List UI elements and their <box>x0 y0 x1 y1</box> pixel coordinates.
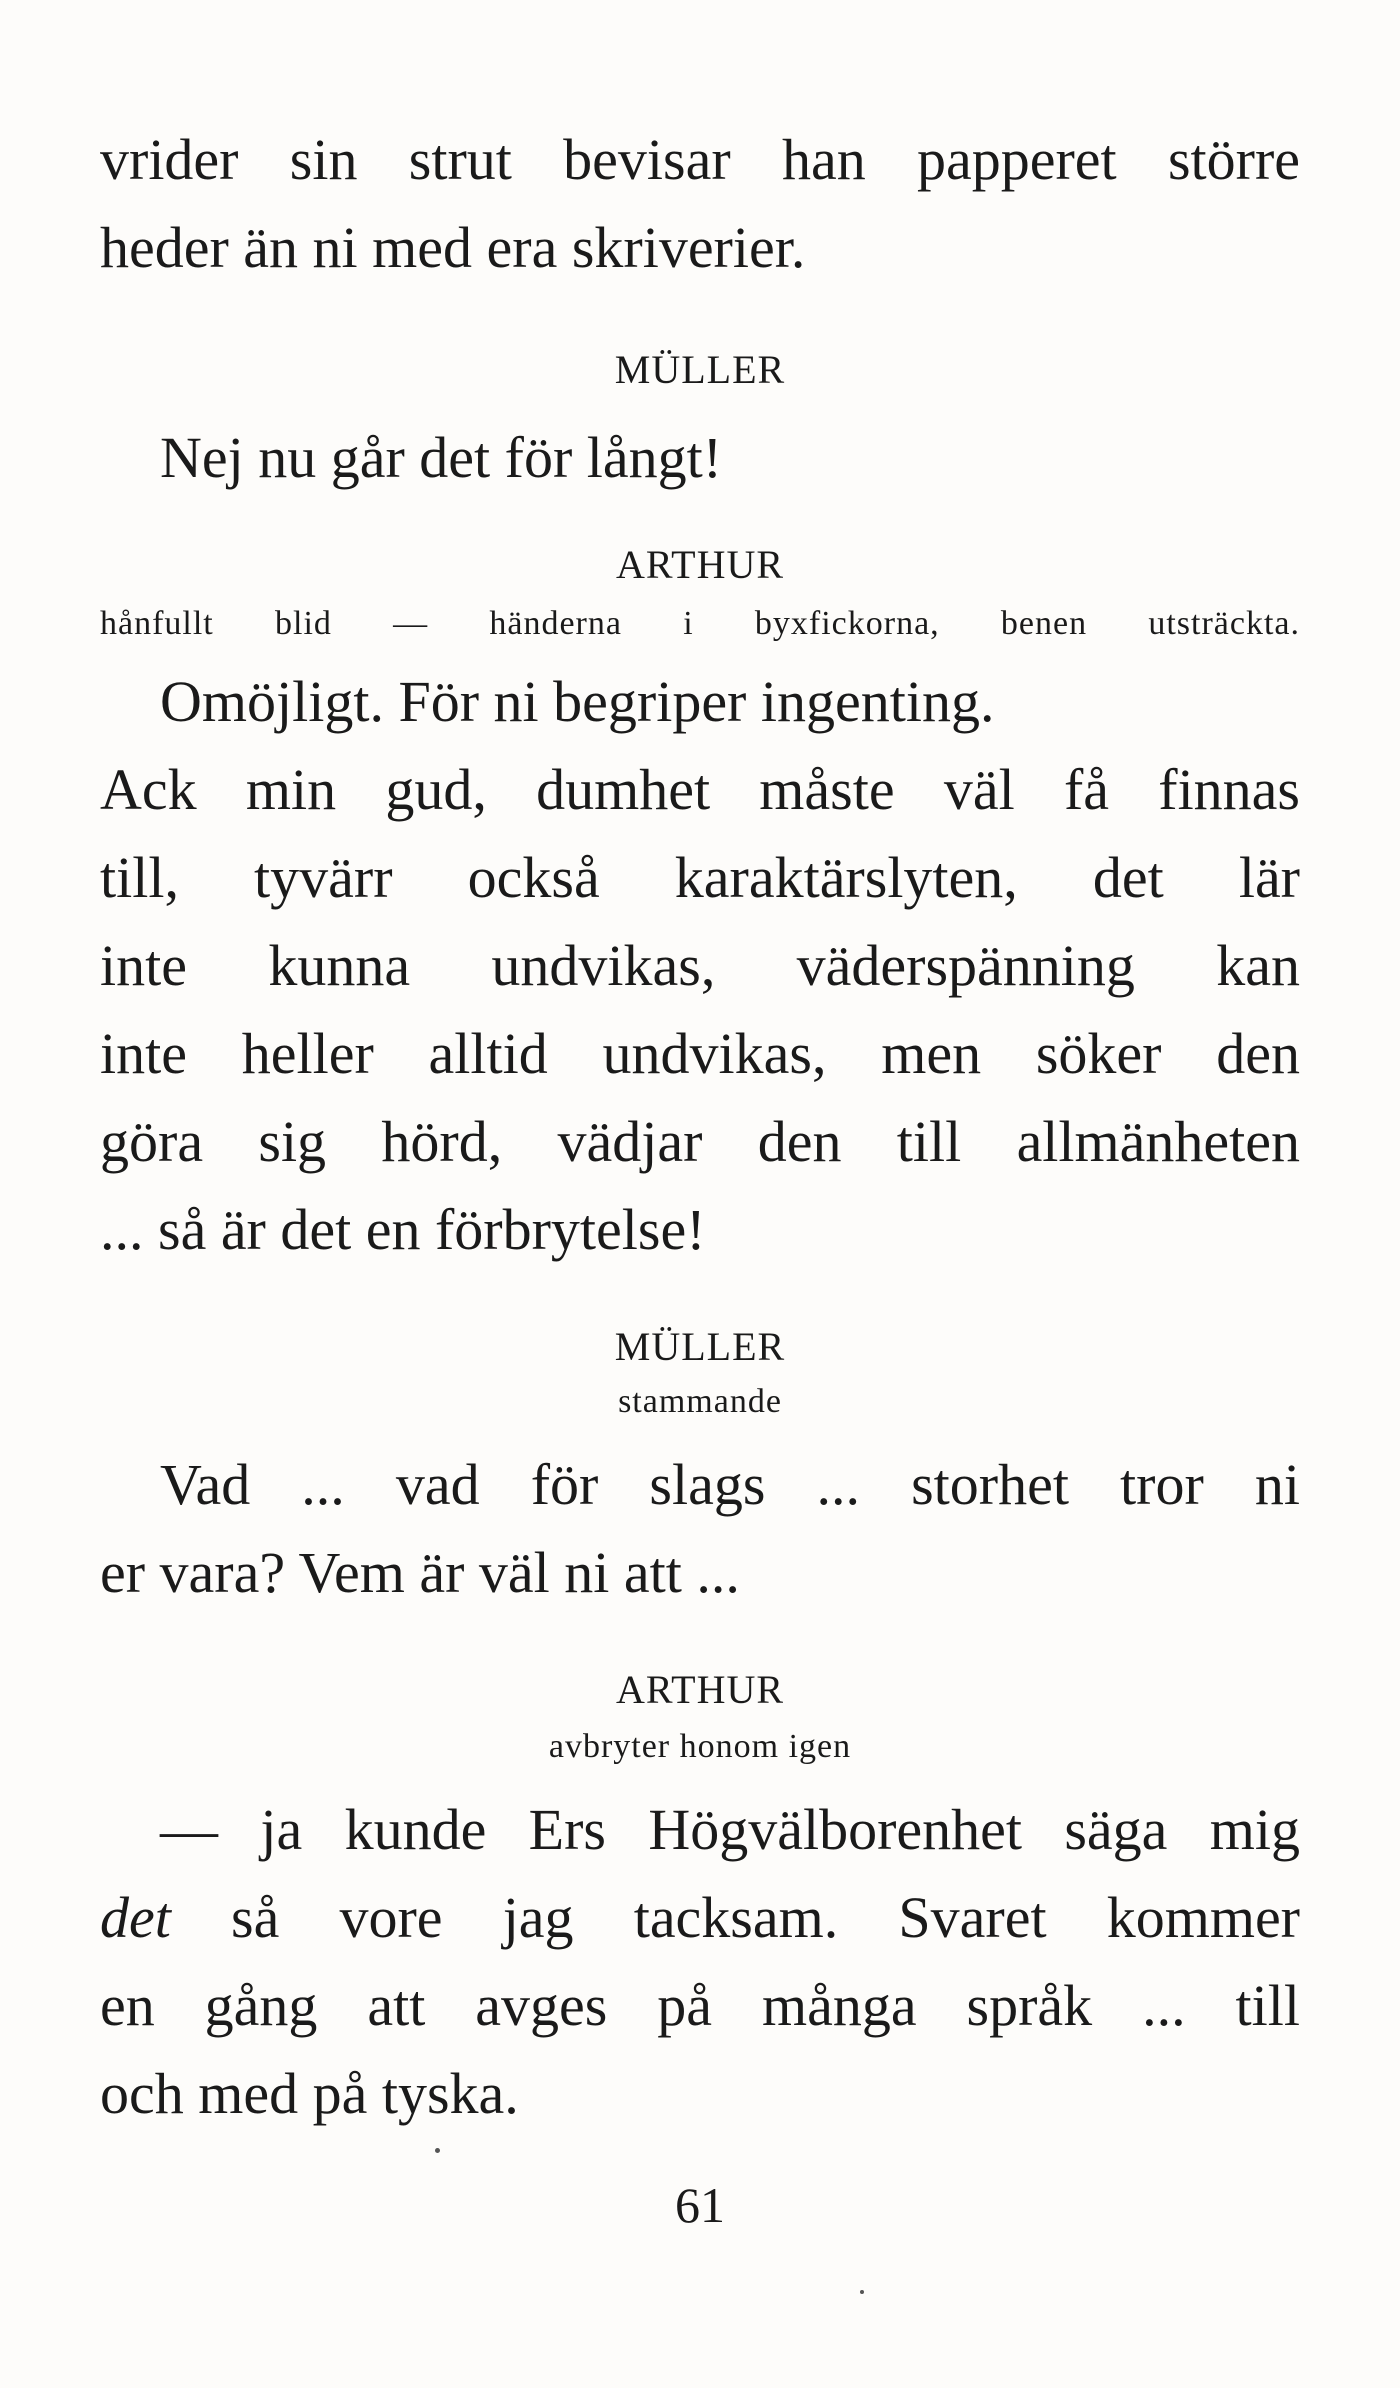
text-line-rest: så vore jag tacksam. Svaret kommer <box>170 1885 1300 1950</box>
stage-direction: avbryter honom igen <box>548 1728 852 1765</box>
text-line: inte kunna undvikas, väderspänning kan <box>100 933 1300 998</box>
speaker-name: MÜLLER <box>614 347 786 392</box>
text-line: ... så är det en förbrytelse! <box>100 1197 706 1262</box>
text-line: Nej nu går det för långt! <box>160 425 723 490</box>
stage-direction: stammande <box>618 1383 782 1420</box>
speaker-name: ARTHUR <box>615 1667 785 1712</box>
text-line: inte heller alltid undvikas, men söker den <box>100 1021 1300 1086</box>
text-line: Ack min gud, dumhet måste väl få finnas <box>100 757 1300 822</box>
text-line: vrider sin strut bevisar han papperet större <box>100 127 1300 192</box>
ink-speck <box>435 2148 440 2153</box>
speaker-name: MÜLLER <box>614 1324 786 1369</box>
text-line: Omöjligt. För ni begriper ingenting. <box>160 669 995 734</box>
text-line: och med på tyska. <box>100 2061 519 2126</box>
italic-word: det <box>100 1885 171 1950</box>
page-number: 61 <box>675 2177 725 2233</box>
stage-direction: hånfullt blid — händerna i byxfickorna, benen utsträckta. <box>100 605 1300 642</box>
text-line: — ja kunde Ers Högvälborenhet säga mig <box>160 1797 1300 1862</box>
text-line: er vara? Vem är väl ni att ... <box>100 1540 740 1605</box>
text-line: heder än ni med era skriverier. <box>100 215 806 280</box>
text-line <box>100 1878 1300 1958</box>
text-line: göra sig hörd, vädjar den till allmänheten <box>100 1109 1300 1174</box>
text-line: Vad ... vad för slags ... storhet tror ni <box>160 1452 1300 1517</box>
text-line: en gång att avges på många språk ... till <box>100 1973 1300 2038</box>
ink-speck <box>860 2290 864 2294</box>
speaker-name: ARTHUR <box>615 542 785 587</box>
text-line: till, tyvärr också karaktärslyten, det lär <box>100 845 1300 910</box>
